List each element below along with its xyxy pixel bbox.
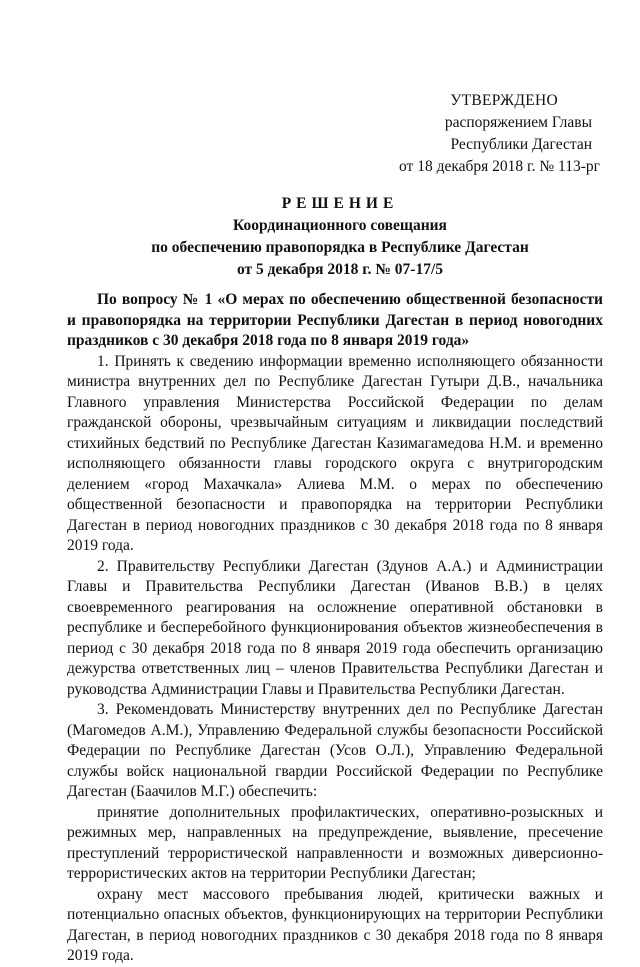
decision-header — [60, 193, 620, 281]
approval-title: УТВЕРЖДЕНО — [450, 92, 558, 109]
approval-line-3: от 18 декабря 2018 г. № 113-рг — [399, 158, 600, 175]
decision-line-2: по обеспечению правопорядка в Республике Дагестан — [151, 239, 529, 256]
paragraph-3-item-2: охрану мест массового пребывания людей, критически важных и потенциально опасных объектов, функционирующих на территории Республики Дагестан, в период новогодних праздников с 30 декабря 2018 года по 8 января 2019 года. — [67, 885, 603, 964]
decision-title: РЕШЕНИЕ — [281, 195, 399, 212]
approval-stamp — [380, 90, 600, 178]
paragraph-1: 1. Принять к сведению информации временно исполняющего обязанности министра внутренних дел по Республике Дагестан Гутыри Д.В., начальника Главного управления Министерства Российской Федерации по делам гражданской обороны, чрезвычайным ситуациям и ликвидации последствий стихийных бедствий по Республике Дагестан Казимагамедова Н.М. и временно исполняющего обязанности главы городского округа с внутригородским делением «город Махачкала» Алиева М.М. о мерах по обеспечению общественной безопасности и правопорядка на территории Республики Дагестан в период новогодних праздников с 30 декабря 2018 года по 8 января 2019 года. — [67, 352, 603, 554]
approval-line-1: распоряжением Главы — [444, 114, 592, 131]
question-heading: По вопросу № 1 «О мерах по обеспечению общественной безопасности и правопорядка на территории Республики Дагестан в период новогодних праздников с 30 декабря 2018 года по 8 января 2019 года» — [67, 291, 603, 349]
paragraph-2: 2. Правительству Республики Дагестан (Здунов А.А.) и Администрации Главы и Правительства Республики Дагестан (Иванов В.В.) в целях своевременного реагирования на осложнение оперативной обстановки в республике и бесперебойного функционирования объектов жизнеобеспечения в период с 30 декабря 2018 года по 8 января 2019 года обеспечить организацию дежурства ответственных лиц – членов Правительства Республики Дагестан и руководства Администрации Главы и Правительства Республики Дагестан. — [67, 557, 603, 698]
paragraph-3: 3. Рекомендовать Министерству внутренних дел по Республике Дагестан (Магомедов А.М.), Управлению Федеральной службы безопасности Российской Федерации по Республике Дагестан (Усов О.Л.), Управлению Федеральной службы войск национальной гвардии Российской Федерации по Республике Дагестан (Баачилов М.Г.) обеспечить: — [67, 701, 603, 800]
paragraph-3-item-1: принятие дополнительных профилактических, оперативно-розыскных и режимных мер, направленных на предупреждение, выявление, пресечение преступлений террористической направленности и возможных диверсионно-террористических актов на территории Республики Дагестан; — [67, 803, 603, 882]
decision-line-1: Координационного совещания — [233, 217, 447, 234]
decision-line-3: от 5 декабря 2018 г. № 07-17/5 — [236, 261, 444, 278]
approval-line-2: Республики Дагестан — [450, 136, 592, 153]
document-body — [67, 290, 603, 967]
